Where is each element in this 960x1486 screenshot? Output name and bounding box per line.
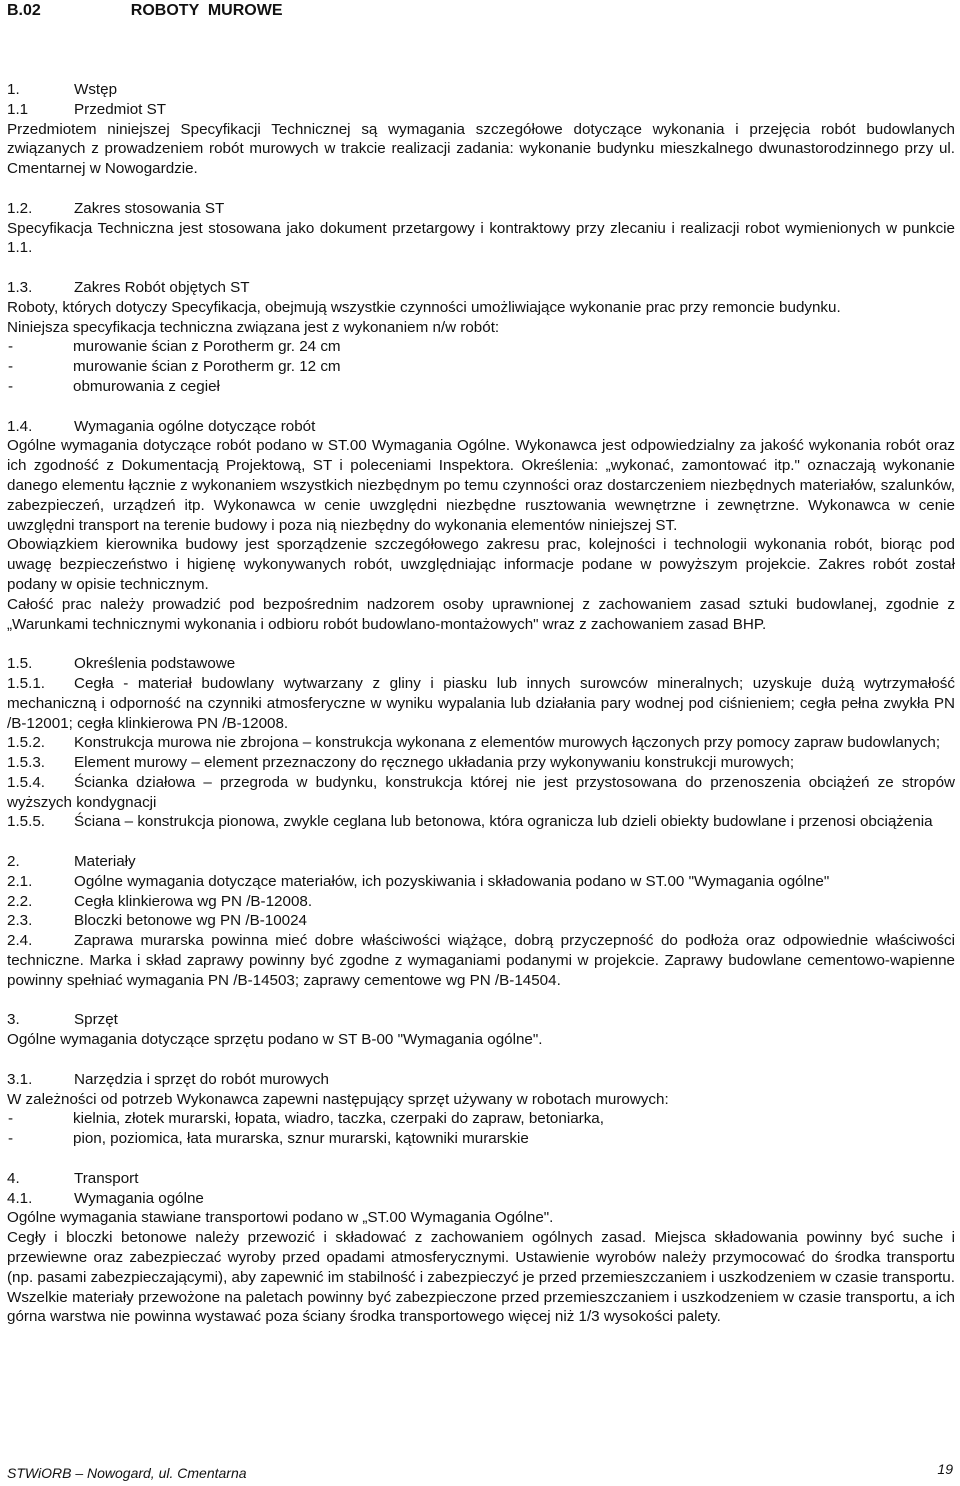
footer-source: STWiORB – Nowogard, ul. Cmentarna <box>7 1465 247 1481</box>
section-1-3-body-1: Roboty, których dotyczy Specyfikacja, obejmują wszystkie czynności umożliwiające wykonanie prac przy remoncie budynku. <box>7 298 841 316</box>
list-item: - obmurowania z cegieł <box>8 377 220 395</box>
definition-item: 1.5.3. Element murowy – element przeznaczony do ręcznego układania przy wykonywaniu konstrukcji murowych; <box>7 754 795 772</box>
section-1-4-heading: 1.4. Wymagania ogólne dotyczące robót <box>7 417 316 435</box>
material-item: 2.2. Cegła klinkierowa wg PN /B-12008. <box>7 892 313 910</box>
section-1-2-heading: 1.2. Zakres stosowania ST <box>7 199 225 217</box>
section-3-heading: 3. Sprzęt <box>7 1011 118 1029</box>
list-item: - murowanie ścian z Porotherm gr. 24 cm <box>8 338 341 356</box>
page-number: 19 <box>937 1461 953 1477</box>
list-item: - kielnia, złotek murarski, łopata, wiadro, taczka, czerpaki do zapraw, betoniarka, <box>8 1110 604 1128</box>
section-3-1-body: W zależności od potrzeb Wykonawca zapewni następujący sprzęt używany w robotach murowych: <box>7 1090 669 1108</box>
section-3-body: Ogólne wymagania dotyczące sprzętu podano w ST B-00 "Wymagania ogólne". <box>7 1031 543 1049</box>
section-1-heading: 1. Wstęp <box>7 81 118 98</box>
definition-item: 1.5.5. Ściana – konstrukcja pionowa, zwykle ceglana lub betonowa, która ogranicza lub dzieli obiekty budowlane i przenosi obciążenia <box>7 813 933 831</box>
section-1-5-heading: 1.5. Określenia podstawowe <box>7 655 236 673</box>
section-2-heading: 2. Materiały <box>7 853 136 871</box>
document-body <box>7 80 955 1327</box>
section-4-1-paragraph-3: Wszelkie materiały przewożone na paletach powinny być zabezpieczone przed przemieszczaniem i uszkodzeniem w czasie transportu, a ich górna warstwa nie powinna wystawać poza ściany środka transportowego więcej niż 1/3 wysokości palety. <box>7 1288 955 1326</box>
section-1-4-paragraph-2: Obowiązkiem kierownika budowy jest sporządzenie szczegółowego zakresu prac, kolejności i technologii wykonania robót, biorąc pod uwagę bezpieczeństwo i higienę wykonywanych robót, uwzględniając informacje podane w powyższym projekcie. Zakres robót został podany w opisie technicznym. <box>7 536 955 593</box>
section-1-1-heading: 1.1 Przedmiot ST <box>7 100 166 118</box>
section-1-3-body-2: Niniejsza specyfikacja techniczna związana jest z wykonaniem n/w robót: <box>7 318 500 336</box>
section-4-heading: 4. Transport <box>7 1169 139 1187</box>
section-1-1-body: Przedmiotem niniejszej Specyfikacji Technicznej są wymagania szczegółowe dotyczące wykonania i przejęcia robót budowlanych związanych z prowadzeniem robót murowych w trakcie realizacji zadania: wykonanie budynku mieszkalnego dwunastorodzinnego przy ul. Cmentarnej w Nowogardzie. <box>7 120 955 178</box>
definition-item: 1.5.4. Ścianka działowa – przegroda w budynku, konstrukcja której nie jest przystosowana do przenoszenia obciążeń ze stropów wyższych kondygnacji <box>7 773 955 811</box>
definition-item: 1.5.2. Konstrukcja murowa nie zbrojona – konstrukcja wykonana z elementów murowych łączonych przy pomocy zapraw budowlanych; <box>7 734 941 752</box>
doc-title: ROBOTY MUROWE <box>130 2 283 19</box>
list-item: - pion, poziomica, łata murarska, sznur murarski, kątowniki murarskie <box>8 1130 529 1148</box>
material-item: 2.4. Zaprawa murarska powinna mieć dobre właściwości wiążące, dobrą przyczepność do podłoża oraz odpowiednie właściwości techniczne. Marka i skład zaprawy powinny być zgodne z wymaganiami podanymi w projekcie. Zaprawy budowlane cementowo-wapienne powinny spełniać wymagania PN /B-14503; zaprawy cementowe wg PN /B-14504. <box>7 932 955 989</box>
section-1-4-paragraph-1: Ogólne wymagania dotyczące robót podano w ST.00 Wymagania Ogólne. Wykonawca jest odpowiedzialny za jakość wykonania robót oraz ich zgodność z Dokumentacją Projektową, ST i poleceniami Inspektora. Określenia: „wykonać, zamontować itp." oznaczają wykonanie danego elementu łącznie z wykonaniem wszystkich niezbędnym po temu czynności oraz dostarczeniem niezbędnych materiałów, szalunków, zabezpieczeń, urządzeń itp. Wykonawca w cenie uwzględni niezbędne rusztowania wewnętrzne i zewnętrzne. Wykonawca w cenie uwzględni transport na terenie budowy i poza nią niezbędny do wykonania elementów niniejszej ST. <box>7 437 956 534</box>
section-1-4-paragraph-3: Całość prac należy prowadzić pod bezpośrednim nadzorem osoby uprawnionej z zachowaniem zasad sztuki budowlanej, zgodnie z „Warunkami technicznymi wykonania i odbioru robót budowlano-montażowych" wraz z zachowaniem zasad BHP. <box>7 595 955 633</box>
material-item: 2.1. Ogólne wymagania dotyczące materiałów, ich pozyskiwania i składowania podano w ST.00 "Wymagania ogólne" <box>7 872 830 890</box>
section-1-2-body: Specyfikacja Techniczna jest stosowana jako dokument przetargowy i kontraktowy przy zlecaniu i realizacji robot wymienionych w punkcie 1.1. <box>7 219 955 257</box>
section-1-3-heading: 1.3. Zakres Robót objętych ST <box>7 278 250 296</box>
section-4-1-paragraph-2: Cegły i bloczki betonowe należy przewozić i składować z zachowaniem ogólnych zasad. Miejsca składowania powinny być suche i przewiewne oraz zabezpieczać wyroby przed opadami atmosferycznymi. Ustawienie wyrobów należy przymocować do środka transportu (np. pasami zabezpieczającymi), aby zapewnić im stabilność i zabezpieczyć je przed przemieszczaniem i uszkodzeniem w czasie transportu. <box>7 1229 955 1286</box>
section-3-1-heading: 3.1. Narzędzia i sprzęt do robót murowych <box>7 1070 329 1088</box>
material-item: 2.3. Bloczki betonowe wg PN /B-10024 <box>7 912 308 930</box>
list-item: - murowanie ścian z Porotherm gr. 12 cm <box>8 358 341 376</box>
document-header <box>7 2 283 20</box>
section-4-1-paragraph-1: Ogólne wymagania stawiane transportowi podano w „ST.00 Wymagania Ogólne". <box>7 1209 554 1227</box>
definition-item: 1.5.1. Cegła - materiał budowlany wytwarzany z gliny i piasku lub innych surowców mineralnych; uzyskuje dużą wytrzymałość mechaniczną i odporność na czynniki atmosferyczne w wyniku wypalania lub działania pary wodnej pod ciśnieniem; cegła pełna zwykła PN /B-12001; cegła klinkierowa PN /B-12008. <box>7 674 955 732</box>
section-4-1-heading: 4.1. Wymagania ogólne <box>7 1189 204 1207</box>
doc-code: B.02 <box>7 2 41 19</box>
